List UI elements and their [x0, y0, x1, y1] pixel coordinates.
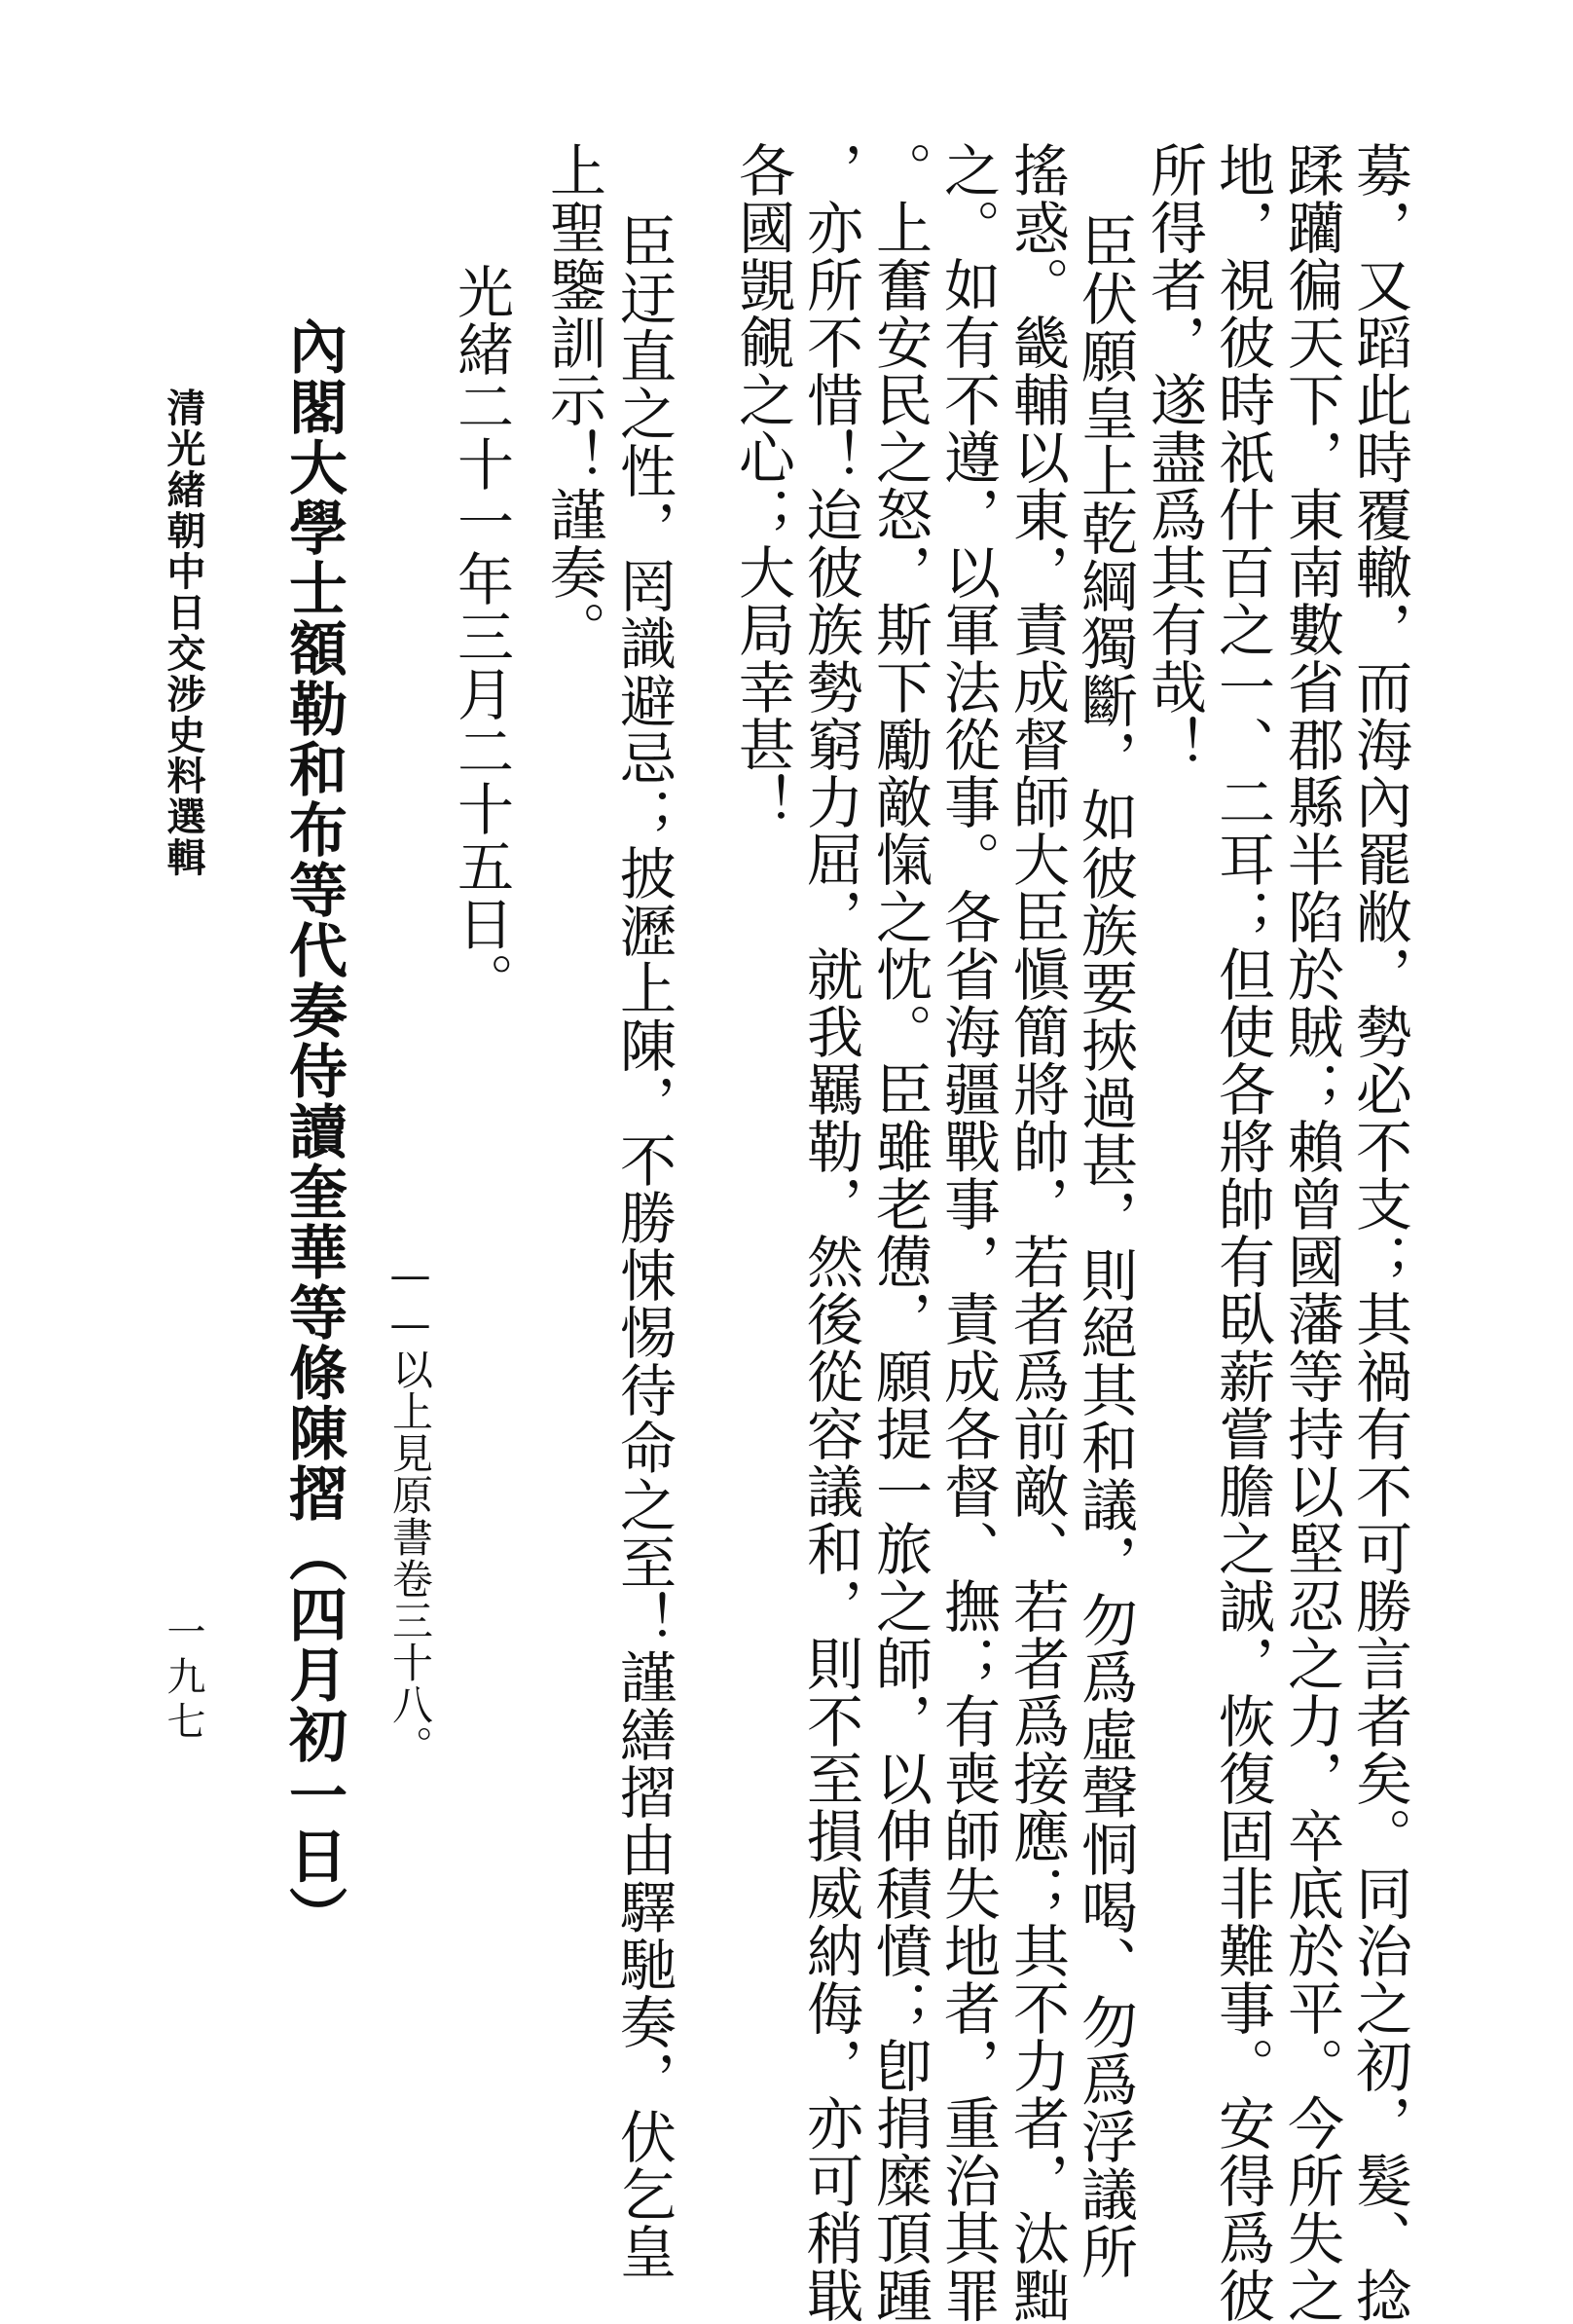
date-line: 光緒二十一年三月二十五日。 — [448, 263, 514, 1010]
page-number: 一九七 — [161, 1611, 205, 1746]
text-column-2: 蹂躪徧天下，東南數省郡縣半陷於賊；賴曾國藩等持以堅忍之力，卒底於平。今所失之 — [1278, 141, 1344, 2324]
running-title: 清光緒朝中日交涉史料選輯 — [161, 387, 206, 878]
text-column-5: 臣伏願皇上乾綱獨斷，如彼族要挾過甚，則絕其和議，勿爲虛聲恫喝、勿爲浮議所 — [1072, 212, 1138, 2280]
text-column-7: 之。如有不遵，以軍法從事。各省海疆戰事，責成各督、撫；有喪師失地者，重治其罪 — [934, 141, 1001, 2324]
text-column-11: 臣迂直之性，罔識避忌；披瀝上陳，不勝悚惕待命之至！謹繕摺由驛馳奏，伏乞皇 — [610, 212, 677, 2280]
source-note: ——以上見原書卷三十八。 — [386, 1251, 434, 1767]
text-column-3: 地，視彼時祇什百之一、二耳；但使各將帥有臥薪嘗膽之誠，恢復固非難事。安得爲彼 — [1209, 141, 1275, 2324]
text-column-10: 各國覬覦之心；大局幸甚！ — [729, 141, 795, 830]
text-column-4: 所得者，遂盡爲其有哉！ — [1141, 141, 1207, 773]
section-heading: 內閣大學士額勒和布等代奏侍讀奎華等條陳摺（四月初一日） — [279, 316, 348, 1946]
text-column-9: ，亦所不惜！迨彼族勢窮力屈，就我羈勒，然後從容議和，則不至損威納侮，亦可稍戢 — [797, 141, 863, 2324]
text-column-1: 募，又蹈此時覆轍，而海內罷敝，勢必不支；其禍有不可勝言者矣。同治之初，髮、捻 — [1346, 141, 1412, 2324]
text-column-8: 。上奮安民之怒，斯下勵敵愾之忱。臣雖老憊，願提一旅之師，以伸積憤；卽捐糜頂踵 — [866, 141, 933, 2324]
text-column-12: 上聖鑒訓示！謹奏。 — [540, 141, 606, 658]
text-column-6: 搖惑。畿輔以東，責成督師大臣愼簡將帥，若者爲前敵、若者爲接應；其不力者，汰黜 — [1004, 141, 1070, 2324]
